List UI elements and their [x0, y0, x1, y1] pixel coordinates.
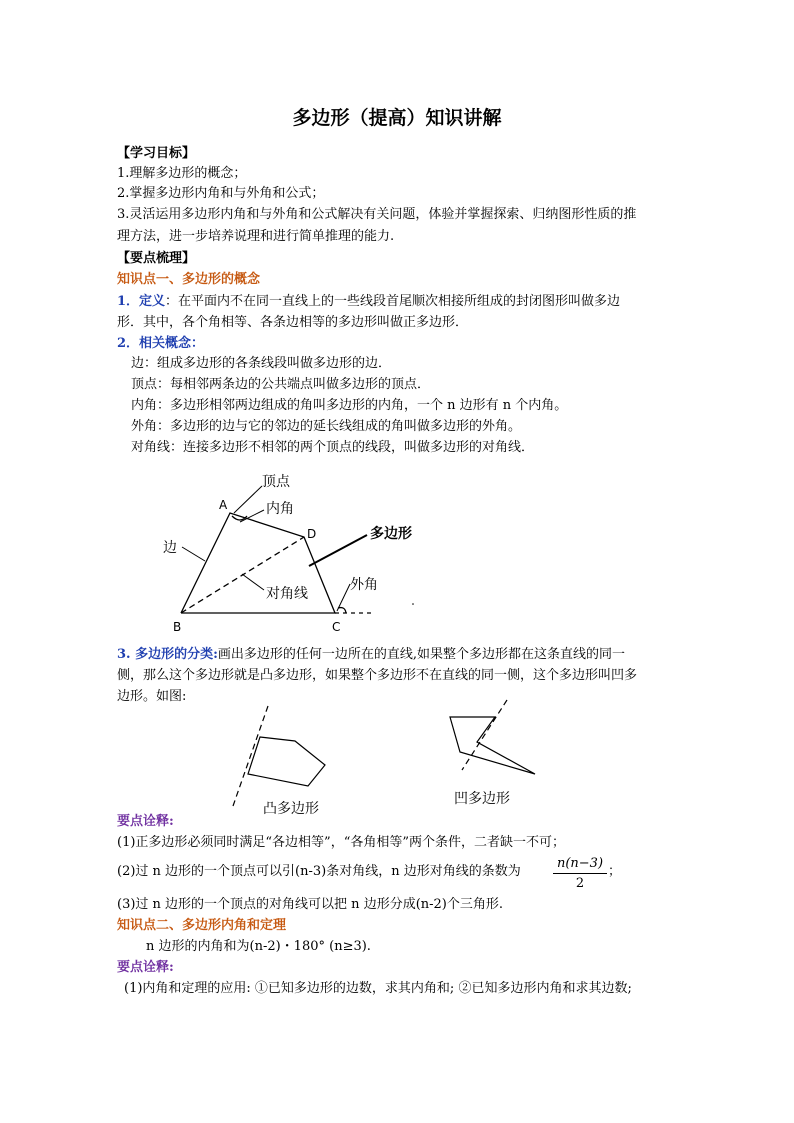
classification-label: 3. 多边形的分类: [117, 647, 218, 662]
label-interior-angle: 内角 [266, 501, 294, 517]
fraction-denominator: 2 [575, 876, 585, 891]
vertex-d-label: D [307, 527, 317, 541]
goal-item-3-cont: 理方法，进一步培养说理和进行简单推理的能力. [117, 229, 395, 244]
label-side: 边 [163, 540, 177, 556]
convex-label: 凸多边形 [263, 801, 319, 817]
related-label: 2．相关概念： [117, 336, 205, 351]
label-diagonal: 对角线 [266, 586, 308, 602]
related-side: 边：组成多边形的各条线段叫做多边形的边． [131, 356, 392, 371]
kp1-note-3: (3)过 n 边形的一个顶点的对角线可以把 n 边形分成(n-2)个三角形. [117, 897, 504, 912]
vertex-b-label: B [173, 620, 182, 634]
concave-polygon [450, 717, 535, 774]
definition-text-1: ：在平面内不在同一直线上的一些线段首尾顺次相接所组成的封闭图形叫做多边 [165, 294, 621, 309]
goals-heading: 【学习目标】 [117, 146, 196, 161]
classification-line-3: 边形。如图: [117, 689, 187, 704]
leader-diagonal [242, 574, 264, 590]
kp1-note-1: (1)正多边形必须同时满足“各边相等”，“各角相等”两个条件，二者缺一不可； [117, 835, 565, 850]
related-diagonal: 对角线：连接多边形不相邻的两个顶点的线段，叫做多边形的对角线． [131, 440, 535, 455]
related-vertex: 顶点：每相邻两条边的公共端点叫做多边形的顶点． [131, 377, 431, 392]
convex-polygon [248, 737, 325, 786]
kp1-note-2-end: ； [608, 864, 622, 879]
label-vertex: 顶点 [262, 474, 290, 490]
goal-item-3: 3.灵活运用多边形内角和与外角和公式解决有关问题，体验并掌握探索、归纳图形性质的推 [117, 207, 637, 222]
label-exterior-angle: 外角 [350, 577, 378, 593]
label-polygon: 多边形 [370, 526, 412, 542]
stray-dot [412, 603, 414, 605]
classification-line-1 [117, 647, 625, 663]
classification-line-2: 侧，那么这个多边形就是凸多边形，如果整个多边形不在直线的同一侧，这个多边形叫凹多 [117, 668, 638, 683]
kp1-title: 知识点一、多边形的概念 [117, 272, 261, 287]
page-title: 多边形（提高）知识讲解 [292, 107, 502, 129]
convex-reference-line [233, 706, 268, 806]
goal-item-2: 2.掌握多边形内角和与外角和公式； [117, 186, 325, 201]
leader-side [182, 547, 205, 561]
concave-label: 凹多边形 [454, 791, 510, 807]
goal-item-1: 1.理解多边形的概念； [117, 166, 247, 181]
fraction-numerator: n(n−3) [553, 856, 607, 874]
outline-heading: 【要点梳理】 [117, 251, 196, 266]
kp2-note-1: (1)内角和定理的应用: ①已知多边形的边数，求其内角和; ②已知多边形内角和求其边数; [124, 981, 632, 996]
kp1-notes-heading: 要点诠释: [117, 814, 174, 829]
diagonal-count-fraction [553, 856, 607, 892]
kp1-note-2: (2)过 n 边形的一个顶点可以引(n-3)条对角线，n 边形对角线的条数为 [117, 864, 521, 879]
leader-exterior [337, 584, 350, 611]
exterior-angle-arc [338, 608, 346, 613]
vertex-a-label: A [219, 498, 228, 512]
definition-line-2: 形．其中，各个角相等、各条边相等的多边形叫做正多边形． [117, 315, 469, 330]
classification-text-1: 画出多边形的任何一边所在的直线,如果整个多边形都在这条直线的同一 [217, 647, 626, 662]
kp2-theorem: n 边形的内角和为(n-2)・180° (n≥3). [146, 939, 371, 954]
leader-polygon [309, 535, 367, 566]
kp2-title: 知识点二、多边形内角和定理 [117, 918, 287, 933]
leader-vertex [234, 486, 262, 513]
related-interior-angle: 内角：多边形相邻两边组成的角叫多边形的内角，一个 n 边形有 n 个内角。 [131, 398, 568, 413]
kp2-notes-heading: 要点诠释: [117, 960, 174, 975]
related-exterior-angle: 外角：多边形的边与它的邻边的延长线组成的角叫做多边形的外角。 [131, 419, 522, 434]
definition-label: 1．定义 [117, 294, 166, 309]
vertex-c-label: C [332, 620, 341, 634]
